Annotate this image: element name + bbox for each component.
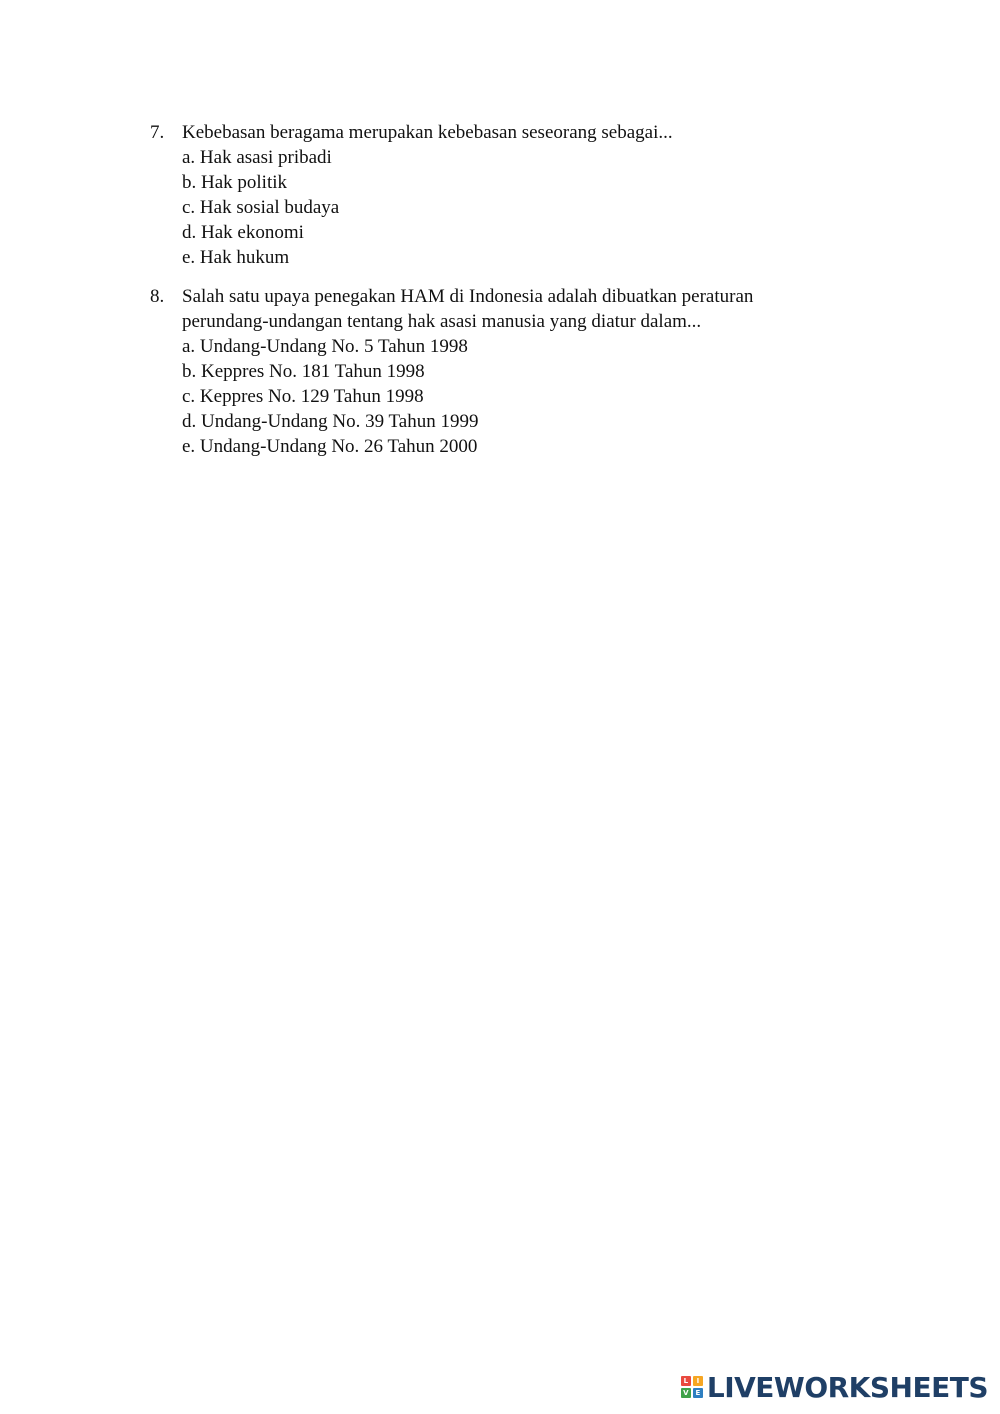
logo-text: LIVEWORKSHEETS (706, 1370, 988, 1404)
logo-mark-square: I (693, 1376, 703, 1386)
question-text-line-1: Salah satu upaya penegakan HAM di Indonesia adalah dibuatkan peraturan (182, 286, 754, 307)
question-8-stem (150, 284, 850, 334)
logo-mark-icon (681, 1376, 703, 1398)
option-b: b. Keppres No. 181 Tahun 1998 (182, 361, 425, 382)
question-text (182, 284, 850, 334)
option-c: c. Keppres No. 129 Tahun 1998 (182, 386, 424, 407)
logo-mark-square: L (681, 1376, 691, 1386)
question-text: Kebebasan beragama merupakan kebebasan seseorang sebagai... (182, 122, 673, 143)
question-text-line-2: perundang-undangan tentang hak asasi manusia yang diatur dalam... (182, 311, 702, 332)
option-c: c. Hak sosial budaya (182, 197, 340, 218)
option-d: d. Hak ekonomi (182, 222, 304, 243)
question-number: 8. (150, 286, 165, 307)
option-d: d. Undang-Undang No. 39 Tahun 1999 (182, 411, 479, 432)
option-e: e. Undang-Undang No. 26 Tahun 2000 (182, 436, 478, 457)
question-7-options (150, 145, 850, 270)
question-number: 7. (150, 122, 165, 143)
question-8 (150, 284, 850, 459)
logo-mark-square: V (681, 1388, 691, 1398)
option-e: e. Hak hukum (182, 247, 290, 268)
logo-mark-square: E (693, 1388, 703, 1398)
liveworksheets-logo (681, 1370, 988, 1404)
question-7 (150, 120, 850, 270)
option-a: a. Undang-Undang No. 5 Tahun 1998 (182, 336, 468, 357)
option-b: b. Hak politik (182, 172, 288, 193)
question-8-options (150, 334, 850, 459)
option-a: a. Hak asasi pribadi (182, 147, 332, 168)
question-7-stem (150, 120, 850, 145)
